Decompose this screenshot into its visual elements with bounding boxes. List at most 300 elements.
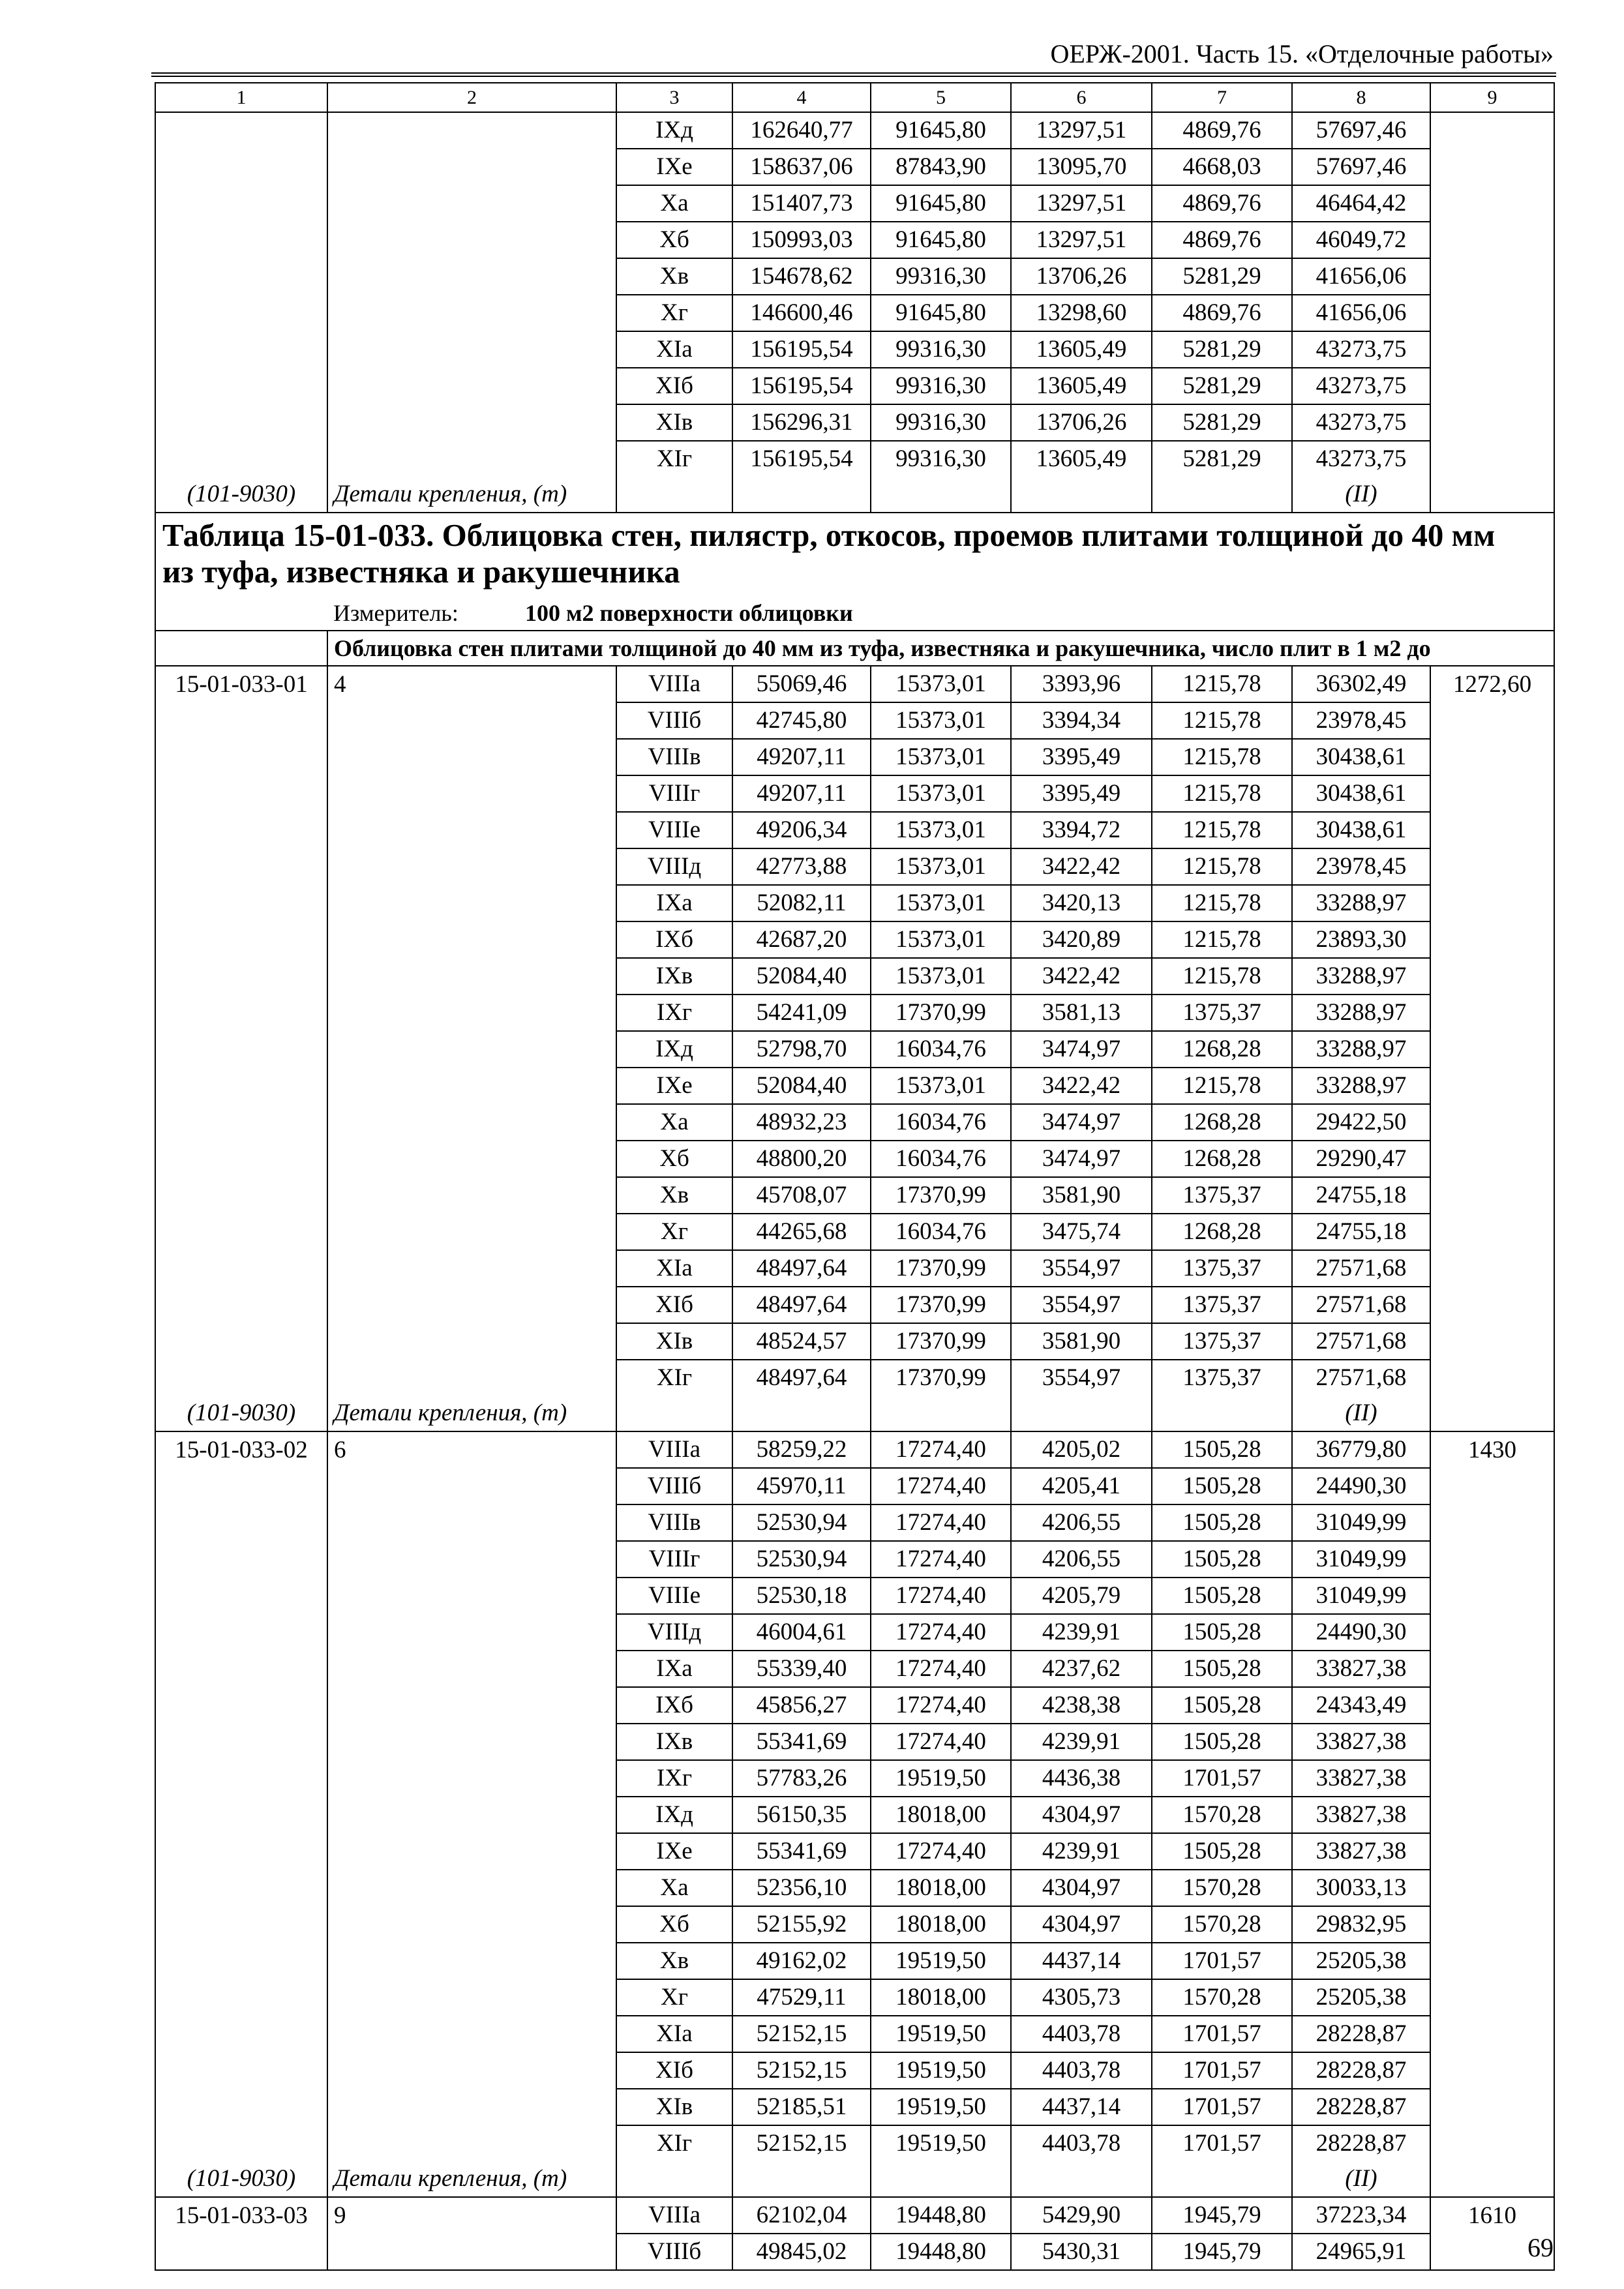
table-row xyxy=(155,1833,1554,1870)
code-cell xyxy=(155,1724,327,1760)
labor-cell xyxy=(1430,258,1554,295)
wages-cell: 17274,40 xyxy=(871,1651,1011,1687)
name-cell xyxy=(327,995,616,1031)
direct-cost-cell: 52082,11 xyxy=(732,885,871,921)
code-cell xyxy=(155,1177,327,1214)
table-row xyxy=(155,921,1554,958)
machinist-wages-cell: 1570,28 xyxy=(1152,1797,1292,1833)
wages-cell: 17370,99 xyxy=(871,1177,1011,1214)
wages-cell: 17370,99 xyxy=(871,1250,1011,1287)
name-cell xyxy=(327,921,616,958)
labor-cell xyxy=(1430,1724,1554,1760)
labor-cell xyxy=(1430,1614,1554,1651)
measure-row xyxy=(155,596,1554,631)
labor-cell xyxy=(1430,702,1554,739)
labor-cell xyxy=(1430,1504,1554,1541)
column-number-9: 9 xyxy=(1430,83,1554,112)
table-row xyxy=(155,1141,1554,1177)
table-row xyxy=(155,1651,1554,1687)
table-row xyxy=(155,1360,1554,1396)
machines-cell: 4239,91 xyxy=(1011,1724,1152,1760)
table-title-line-2: из туфа, известняка и ракушечника xyxy=(162,554,680,590)
zone-cell xyxy=(616,2161,732,2197)
machines-cell: 4206,55 xyxy=(1011,1504,1152,1541)
fastener-detail-row xyxy=(155,477,1554,513)
direct-cost-cell xyxy=(732,2161,871,2197)
column-number-row xyxy=(155,83,1554,112)
wages-cell: 15373,01 xyxy=(871,921,1011,958)
wages-cell: 15373,01 xyxy=(871,812,1011,848)
wages-cell: 15373,01 xyxy=(871,775,1011,812)
table-title-line-1: Таблица 15-01-033. Облицовка стен, пилястр, откосов, проемов плитами толщиной до 40 мм xyxy=(162,517,1496,553)
materials-cell: 27571,68 xyxy=(1292,1250,1430,1287)
code-cell xyxy=(155,2234,327,2270)
detail-name-cell: Детали крепления, (т) xyxy=(327,477,616,513)
zone-cell: IXв xyxy=(616,958,732,995)
table-title-row xyxy=(155,513,1554,596)
name-cell xyxy=(327,1943,616,1979)
table-row xyxy=(155,1323,1554,1360)
code-cell xyxy=(155,995,327,1031)
name-cell xyxy=(327,1214,616,1250)
code-cell xyxy=(155,1468,327,1504)
materials-cell: 25205,38 xyxy=(1292,1943,1430,1979)
direct-cost-cell: 49845,02 xyxy=(732,2234,871,2270)
materials-cell: 24965,91 xyxy=(1292,2234,1430,2270)
zone-cell: VIIIб xyxy=(616,1468,732,1504)
name-cell xyxy=(327,1906,616,1943)
machinist-wages-cell: 1505,28 xyxy=(1152,1724,1292,1760)
code-cell xyxy=(155,1360,327,1396)
materials-cell: 28228,87 xyxy=(1292,2089,1430,2125)
materials-cell: 27571,68 xyxy=(1292,1323,1430,1360)
wages-cell: 87843,90 xyxy=(871,149,1011,185)
labor-cell xyxy=(1430,441,1554,477)
name-cell xyxy=(327,1797,616,1833)
direct-cost-cell: 48497,64 xyxy=(732,1250,871,1287)
labor-cell xyxy=(1430,477,1554,513)
code-cell xyxy=(155,1906,327,1943)
materials-cell: 24755,18 xyxy=(1292,1177,1430,1214)
wages-cell: 16034,76 xyxy=(871,1031,1011,1068)
materials-cell: 41656,06 xyxy=(1292,258,1430,295)
machines-cell: 4239,91 xyxy=(1011,1833,1152,1870)
table-row xyxy=(155,702,1554,739)
machines-cell: 4403,78 xyxy=(1011,2125,1152,2161)
materials-cell: 33827,38 xyxy=(1292,1797,1430,1833)
zone-cell: VIIIд xyxy=(616,1614,732,1651)
direct-cost-cell: 48497,64 xyxy=(732,1287,871,1323)
machines-cell: 13095,70 xyxy=(1011,149,1152,185)
labor-cell xyxy=(1430,2052,1554,2089)
direct-cost-cell: 154678,62 xyxy=(732,258,871,295)
zone-cell: IXе xyxy=(616,1068,732,1104)
code-cell xyxy=(155,331,327,368)
machinist-wages-cell: 1215,78 xyxy=(1152,1068,1292,1104)
zone-cell: Xг xyxy=(616,1214,732,1250)
materials-cell: 27571,68 xyxy=(1292,1287,1430,1323)
column-number-5: 5 xyxy=(871,83,1011,112)
machinist-wages-cell: 1701,57 xyxy=(1152,2089,1292,2125)
machinist-wages-cell: 4869,76 xyxy=(1152,185,1292,222)
wages-cell: 99316,30 xyxy=(871,441,1011,477)
labor-cell xyxy=(1430,1906,1554,1943)
direct-cost-cell: 55069,46 xyxy=(732,666,871,702)
table-row xyxy=(155,1068,1554,1104)
header-double-rule xyxy=(151,72,1556,77)
zone-cell: IXе xyxy=(616,149,732,185)
labor-cell xyxy=(1430,331,1554,368)
labor-cell: 1272,60 xyxy=(1430,666,1554,702)
wages-cell: 19519,50 xyxy=(871,2089,1011,2125)
zone-cell: XIа xyxy=(616,331,732,368)
direct-cost-cell: 52798,70 xyxy=(732,1031,871,1068)
machinist-wages-cell: 1701,57 xyxy=(1152,1943,1292,1979)
materials-cell: 57697,46 xyxy=(1292,149,1430,185)
machinist-wages-cell: 1505,28 xyxy=(1152,1687,1292,1724)
code-cell xyxy=(155,2089,327,2125)
wages-cell: 18018,00 xyxy=(871,1979,1011,2016)
code-cell xyxy=(155,1031,327,1068)
name-cell xyxy=(327,2125,616,2161)
direct-cost-cell: 49162,02 xyxy=(732,1943,871,1979)
detail-code-cell: (101-9030) xyxy=(155,477,327,513)
materials-cell: 29832,95 xyxy=(1292,1906,1430,1943)
name-cell xyxy=(327,848,616,885)
name-cell: 4 xyxy=(327,666,616,702)
materials-cell: 46464,42 xyxy=(1292,185,1430,222)
zone-cell: Xв xyxy=(616,1177,732,1214)
machinist-wages-cell: 1505,28 xyxy=(1152,1614,1292,1651)
table-row xyxy=(155,1870,1554,1906)
direct-cost-cell: 48524,57 xyxy=(732,1323,871,1360)
wages-cell: 15373,01 xyxy=(871,885,1011,921)
machines-cell: 4403,78 xyxy=(1011,2052,1152,2089)
direct-cost-cell: 48932,23 xyxy=(732,1104,871,1141)
name-cell xyxy=(327,404,616,441)
wages-cell: 17274,40 xyxy=(871,1833,1011,1870)
direct-cost-cell: 42745,80 xyxy=(732,702,871,739)
table-row xyxy=(155,1979,1554,2016)
code-cell xyxy=(155,222,327,258)
name-cell xyxy=(327,112,616,149)
table-row xyxy=(155,2052,1554,2089)
direct-cost-cell: 156195,54 xyxy=(732,331,871,368)
machinist-wages-cell: 4869,76 xyxy=(1152,222,1292,258)
machinist-wages-cell: 1268,28 xyxy=(1152,1104,1292,1141)
wages-cell: 91645,80 xyxy=(871,222,1011,258)
code-cell xyxy=(155,848,327,885)
zone-cell: XIв xyxy=(616,404,732,441)
wages-cell: 18018,00 xyxy=(871,1906,1011,1943)
zone-cell: VIIIе xyxy=(616,1578,732,1614)
code-cell xyxy=(155,702,327,739)
table-row xyxy=(155,666,1554,702)
detail-materials-cell: (II) xyxy=(1292,2161,1430,2197)
materials-cell: 30438,61 xyxy=(1292,739,1430,775)
code-cell xyxy=(155,404,327,441)
machines-cell: 5429,90 xyxy=(1011,2197,1152,2234)
materials-cell: 27571,68 xyxy=(1292,1360,1430,1396)
direct-cost-cell: 55341,69 xyxy=(732,1724,871,1760)
code-cell xyxy=(155,1943,327,1979)
machines-cell: 3394,34 xyxy=(1011,702,1152,739)
machines-cell: 13706,26 xyxy=(1011,404,1152,441)
machinist-wages-cell: 5281,29 xyxy=(1152,441,1292,477)
zone-cell: Xа xyxy=(616,185,732,222)
machinist-wages-cell: 1701,57 xyxy=(1152,1760,1292,1797)
zone-cell: VIIIа xyxy=(616,666,732,702)
table-row xyxy=(155,2125,1554,2161)
machinist-wages-cell: 5281,29 xyxy=(1152,404,1292,441)
machinist-wages-cell xyxy=(1152,1396,1292,1431)
detail-materials-cell: (II) xyxy=(1292,1396,1430,1431)
name-cell xyxy=(327,2089,616,2125)
materials-cell: 33827,38 xyxy=(1292,1651,1430,1687)
labor-cell xyxy=(1430,1468,1554,1504)
code-cell xyxy=(155,1287,327,1323)
direct-cost-cell: 156195,54 xyxy=(732,368,871,404)
zone-cell: Xг xyxy=(616,295,732,331)
labor-cell xyxy=(1430,2125,1554,2161)
column-number-3: 3 xyxy=(616,83,732,112)
zone-cell: Xв xyxy=(616,258,732,295)
labor-cell xyxy=(1430,2089,1554,2125)
labor-cell xyxy=(1430,1687,1554,1724)
zone-cell: XIв xyxy=(616,2089,732,2125)
materials-cell: 33288,97 xyxy=(1292,1068,1430,1104)
labor-cell xyxy=(1430,112,1554,149)
table-row xyxy=(155,1031,1554,1068)
materials-cell: 24755,18 xyxy=(1292,1214,1430,1250)
code-cell xyxy=(155,149,327,185)
direct-cost-cell: 54241,09 xyxy=(732,995,871,1031)
zone-cell: IXд xyxy=(616,1797,732,1833)
name-cell xyxy=(327,368,616,404)
code-cell xyxy=(155,441,327,477)
table-row xyxy=(155,441,1554,477)
labor-cell xyxy=(1430,995,1554,1031)
wages-cell: 17274,40 xyxy=(871,1687,1011,1724)
code-cell xyxy=(155,1797,327,1833)
measure-cell xyxy=(155,596,1554,631)
zone-cell: VIIIе xyxy=(616,812,732,848)
zone-cell: VIIIа xyxy=(616,1431,732,1468)
labor-cell xyxy=(1430,1396,1554,1431)
wages-cell: 15373,01 xyxy=(871,702,1011,739)
wages-cell: 17370,99 xyxy=(871,1360,1011,1396)
materials-cell: 31049,99 xyxy=(1292,1578,1430,1614)
machinist-wages-cell: 1945,79 xyxy=(1152,2234,1292,2270)
direct-cost-cell: 58259,22 xyxy=(732,1431,871,1468)
table-row xyxy=(155,739,1554,775)
table-row xyxy=(155,2016,1554,2052)
name-cell xyxy=(327,185,616,222)
table-row xyxy=(155,1214,1554,1250)
wages-cell: 19448,80 xyxy=(871,2234,1011,2270)
table-row xyxy=(155,368,1554,404)
machines-cell: 13605,49 xyxy=(1011,368,1152,404)
name-cell xyxy=(327,1504,616,1541)
machines-cell: 4305,73 xyxy=(1011,1979,1152,2016)
table-row xyxy=(155,222,1554,258)
zone-cell: IXб xyxy=(616,921,732,958)
machinist-wages-cell xyxy=(1152,2161,1292,2197)
machines-cell: 13706,26 xyxy=(1011,258,1152,295)
wages-cell: 16034,76 xyxy=(871,1104,1011,1141)
zone-cell: VIIIд xyxy=(616,848,732,885)
materials-cell: 24343,49 xyxy=(1292,1687,1430,1724)
column-number-6: 6 xyxy=(1011,83,1152,112)
materials-cell: 30438,61 xyxy=(1292,812,1430,848)
detail-code-cell: (101-9030) xyxy=(155,1396,327,1431)
wages-cell xyxy=(871,1396,1011,1431)
wages-cell: 15373,01 xyxy=(871,1068,1011,1104)
table-row xyxy=(155,2234,1554,2270)
machines-cell: 4304,97 xyxy=(1011,1870,1152,1906)
materials-cell: 29290,47 xyxy=(1292,1141,1430,1177)
machines-cell: 4304,97 xyxy=(1011,1906,1152,1943)
direct-cost-cell: 42687,20 xyxy=(732,921,871,958)
zone-cell: IXб xyxy=(616,1687,732,1724)
direct-cost-cell: 52530,18 xyxy=(732,1578,871,1614)
machinist-wages-cell: 1215,78 xyxy=(1152,848,1292,885)
name-cell: 9 xyxy=(327,2197,616,2234)
materials-cell: 33288,97 xyxy=(1292,958,1430,995)
materials-cell: 57697,46 xyxy=(1292,112,1430,149)
labor-cell xyxy=(1430,1177,1554,1214)
table-row xyxy=(155,2089,1554,2125)
machines-cell: 5430,31 xyxy=(1011,2234,1152,2270)
table-row xyxy=(155,1687,1554,1724)
wages-cell: 16034,76 xyxy=(871,1141,1011,1177)
machines-cell: 4206,55 xyxy=(1011,1541,1152,1578)
materials-cell: 29422,50 xyxy=(1292,1104,1430,1141)
fastener-detail-row xyxy=(155,1396,1554,1431)
machinist-wages-cell: 1215,78 xyxy=(1152,812,1292,848)
code-cell xyxy=(155,185,327,222)
machines-cell: 4436,38 xyxy=(1011,1760,1152,1797)
table-row xyxy=(155,1906,1554,1943)
code-cell xyxy=(155,1504,327,1541)
rate-blocks xyxy=(155,666,1554,2270)
wages-cell: 17274,40 xyxy=(871,1468,1011,1504)
zone-cell: IXг xyxy=(616,1760,732,1797)
labor-cell xyxy=(1430,848,1554,885)
materials-cell: 33827,38 xyxy=(1292,1724,1430,1760)
materials-cell: 33827,38 xyxy=(1292,1760,1430,1797)
table-row xyxy=(155,848,1554,885)
zone-cell: XIг xyxy=(616,1360,732,1396)
labor-cell xyxy=(1430,921,1554,958)
fastener-detail-row xyxy=(155,2161,1554,2197)
materials-cell: 36302,49 xyxy=(1292,666,1430,702)
machines-cell: 4237,62 xyxy=(1011,1651,1152,1687)
labor-cell xyxy=(1430,1360,1554,1396)
labor-cell xyxy=(1430,2161,1554,2197)
machinist-wages-cell: 1375,37 xyxy=(1152,1250,1292,1287)
wages-cell: 17274,40 xyxy=(871,1504,1011,1541)
table-row xyxy=(155,1468,1554,1504)
labor-cell xyxy=(1430,2016,1554,2052)
machines-cell xyxy=(1011,477,1152,513)
code-cell xyxy=(155,1651,327,1687)
name-cell xyxy=(327,1614,616,1651)
wages-cell: 19519,50 xyxy=(871,1760,1011,1797)
table-row xyxy=(155,885,1554,921)
machines-cell: 3475,74 xyxy=(1011,1214,1152,1250)
machines-cell: 3554,97 xyxy=(1011,1250,1152,1287)
column-number-7: 7 xyxy=(1152,83,1292,112)
machines-cell: 13605,49 xyxy=(1011,441,1152,477)
materials-cell: 33288,97 xyxy=(1292,995,1430,1031)
name-cell xyxy=(327,1760,616,1797)
wages-cell: 17274,40 xyxy=(871,1541,1011,1578)
machinist-wages-cell: 1505,28 xyxy=(1152,1833,1292,1870)
zone-cell: Xа xyxy=(616,1870,732,1906)
machinist-wages-cell: 5281,29 xyxy=(1152,258,1292,295)
code-cell xyxy=(155,368,327,404)
table-row xyxy=(155,1614,1554,1651)
machinist-wages-cell: 4668,03 xyxy=(1152,149,1292,185)
labor-cell xyxy=(1430,368,1554,404)
table-row xyxy=(155,1104,1554,1141)
labor-cell xyxy=(1430,1031,1554,1068)
code-cell xyxy=(155,1250,327,1287)
machines-cell: 13297,51 xyxy=(1011,222,1152,258)
labor-cell xyxy=(1430,185,1554,222)
labor-cell: 1610 xyxy=(1430,2197,1554,2234)
labor-cell xyxy=(1430,1323,1554,1360)
machinist-wages-cell: 1215,78 xyxy=(1152,885,1292,921)
name-cell xyxy=(327,775,616,812)
code-cell xyxy=(155,739,327,775)
direct-cost-cell: 52152,15 xyxy=(732,2016,871,2052)
name-cell xyxy=(327,885,616,921)
direct-cost-cell: 52356,10 xyxy=(732,1870,871,1906)
machinist-wages-cell: 1505,28 xyxy=(1152,1504,1292,1541)
materials-cell: 33288,97 xyxy=(1292,1031,1430,1068)
labor-cell xyxy=(1430,1104,1554,1141)
zone-cell: Xб xyxy=(616,1906,732,1943)
machinist-wages-cell: 1701,57 xyxy=(1152,2125,1292,2161)
name-cell xyxy=(327,1870,616,1906)
direct-cost-cell: 52152,15 xyxy=(732,2052,871,2089)
machinist-wages-cell xyxy=(1152,477,1292,513)
materials-cell: 23978,45 xyxy=(1292,702,1430,739)
direct-cost-cell: 156195,54 xyxy=(732,441,871,477)
machinist-wages-cell: 1505,28 xyxy=(1152,1468,1292,1504)
labor-cell xyxy=(1430,1760,1554,1797)
direct-cost-cell: 49207,11 xyxy=(732,775,871,812)
labor-cell xyxy=(1430,149,1554,185)
materials-cell: 28228,87 xyxy=(1292,2125,1430,2161)
name-cell xyxy=(327,1360,616,1396)
machines-cell: 3554,97 xyxy=(1011,1287,1152,1323)
code-cell xyxy=(155,1068,327,1104)
wages-cell: 15373,01 xyxy=(871,958,1011,995)
code-cell xyxy=(155,1578,327,1614)
zone-cell: VIIIб xyxy=(616,702,732,739)
code-cell xyxy=(155,2052,327,2089)
direct-cost-cell: 55339,40 xyxy=(732,1651,871,1687)
machinist-wages-cell: 1215,78 xyxy=(1152,921,1292,958)
machinist-wages-cell: 4869,76 xyxy=(1152,295,1292,331)
table-row xyxy=(155,1250,1554,1287)
materials-cell: 36779,80 xyxy=(1292,1431,1430,1468)
machinist-wages-cell: 4869,76 xyxy=(1152,112,1292,149)
table-title xyxy=(155,513,1554,596)
